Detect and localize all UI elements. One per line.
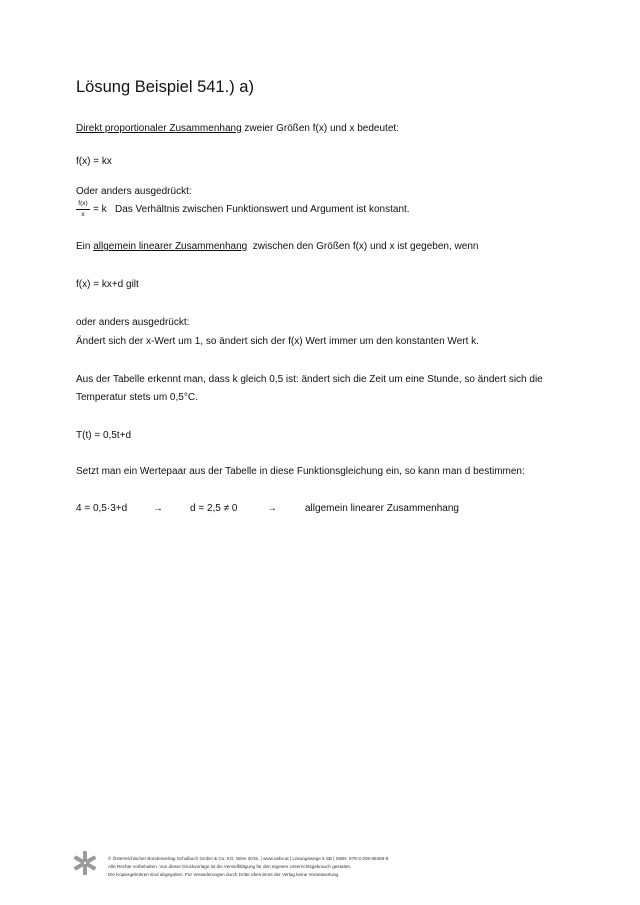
paragraph-text: zweier Größen f(x) und x bedeutet: <box>241 123 399 134</box>
paragraph-general-linear <box>76 240 478 254</box>
fraction-numerator: f(x) <box>76 200 90 210</box>
term-direct-proportional: Direkt proportionaler Zusammenhang <box>76 123 242 134</box>
final-conclusion: allgemein linearer Zusammenhang <box>305 503 459 514</box>
footer-fees: Die Kopiergebühren sind abgegolten. Für Veränderungen durch Dritte übernimmt der Verlag keine Verantwortung. <box>108 872 340 877</box>
fraction-denominator: x <box>81 211 85 218</box>
ratio-statement <box>93 203 410 217</box>
paragraph-determine-d: Setzt man ein Wertepaar aus der Tabelle in diese Funktionsgleichung ein, so kann man d bestimmen: <box>76 466 525 477</box>
term-general-linear: allgemein linearer Zusammenhang <box>93 241 248 252</box>
paragraph-alternative: Oder anders ausgedrückt: <box>76 186 192 197</box>
equation-temperature: T(t) = 0,5t+d <box>76 430 132 441</box>
paragraph-direct-proportional <box>76 122 399 136</box>
paragraph-change-rule: Ändert sich der x-Wert um 1, so ändert sich der f(x) Wert immer um den konstanten Wert k. <box>76 336 479 347</box>
footer-rights: Alle Rechte vorbehalten. Von dieser Druckvorlage ist die Vervielfältigung für den eigenen Unterrichtsgebrauch gestattet. <box>108 864 352 869</box>
final-equation: 4 = 0,5·3+d <box>76 503 128 514</box>
paragraph-text: zwischen den Größen f(x) und x ist gegeben, wenn <box>247 241 479 252</box>
page-title: Lösung Beispiel 541.) a) <box>76 78 254 96</box>
footer-copyright: © Österreichischer Bundesverlag Schulbuch GmbH & Co. KG, Wien 2015. | www.oebv.at | Lösungswege 5 SB | ISBN: 978-3-209-08466-8 <box>108 856 389 861</box>
paragraph-alternative-2: oder anders ausgedrückt: <box>76 317 190 328</box>
equation-kx: f(x) = kx <box>76 156 112 167</box>
fraction-fx-over-x <box>76 200 90 219</box>
equation-kx-plus-d: f(x) = kx+d gilt <box>76 279 139 290</box>
paragraph-text: Ein <box>76 241 94 252</box>
arrow-icon: → <box>267 503 277 514</box>
publisher-logo-icon <box>73 850 97 876</box>
paragraph-table-line1: Aus der Tabelle erkennt man, dass k gleich 0,5 ist: ändert sich die Zeit um eine Stunde, so ändert sich die <box>76 374 543 385</box>
final-result: d = 2,5 ≠ 0 <box>190 503 238 514</box>
arrow-icon: → <box>153 503 163 514</box>
ratio-explanation: Das Verhältnis zwischen Funktionswert und Argument ist konstant. <box>114 204 410 215</box>
ratio-equals-k: = k <box>93 204 107 215</box>
paragraph-table-line2: Temperatur stets um 0,5°C. <box>76 392 198 403</box>
